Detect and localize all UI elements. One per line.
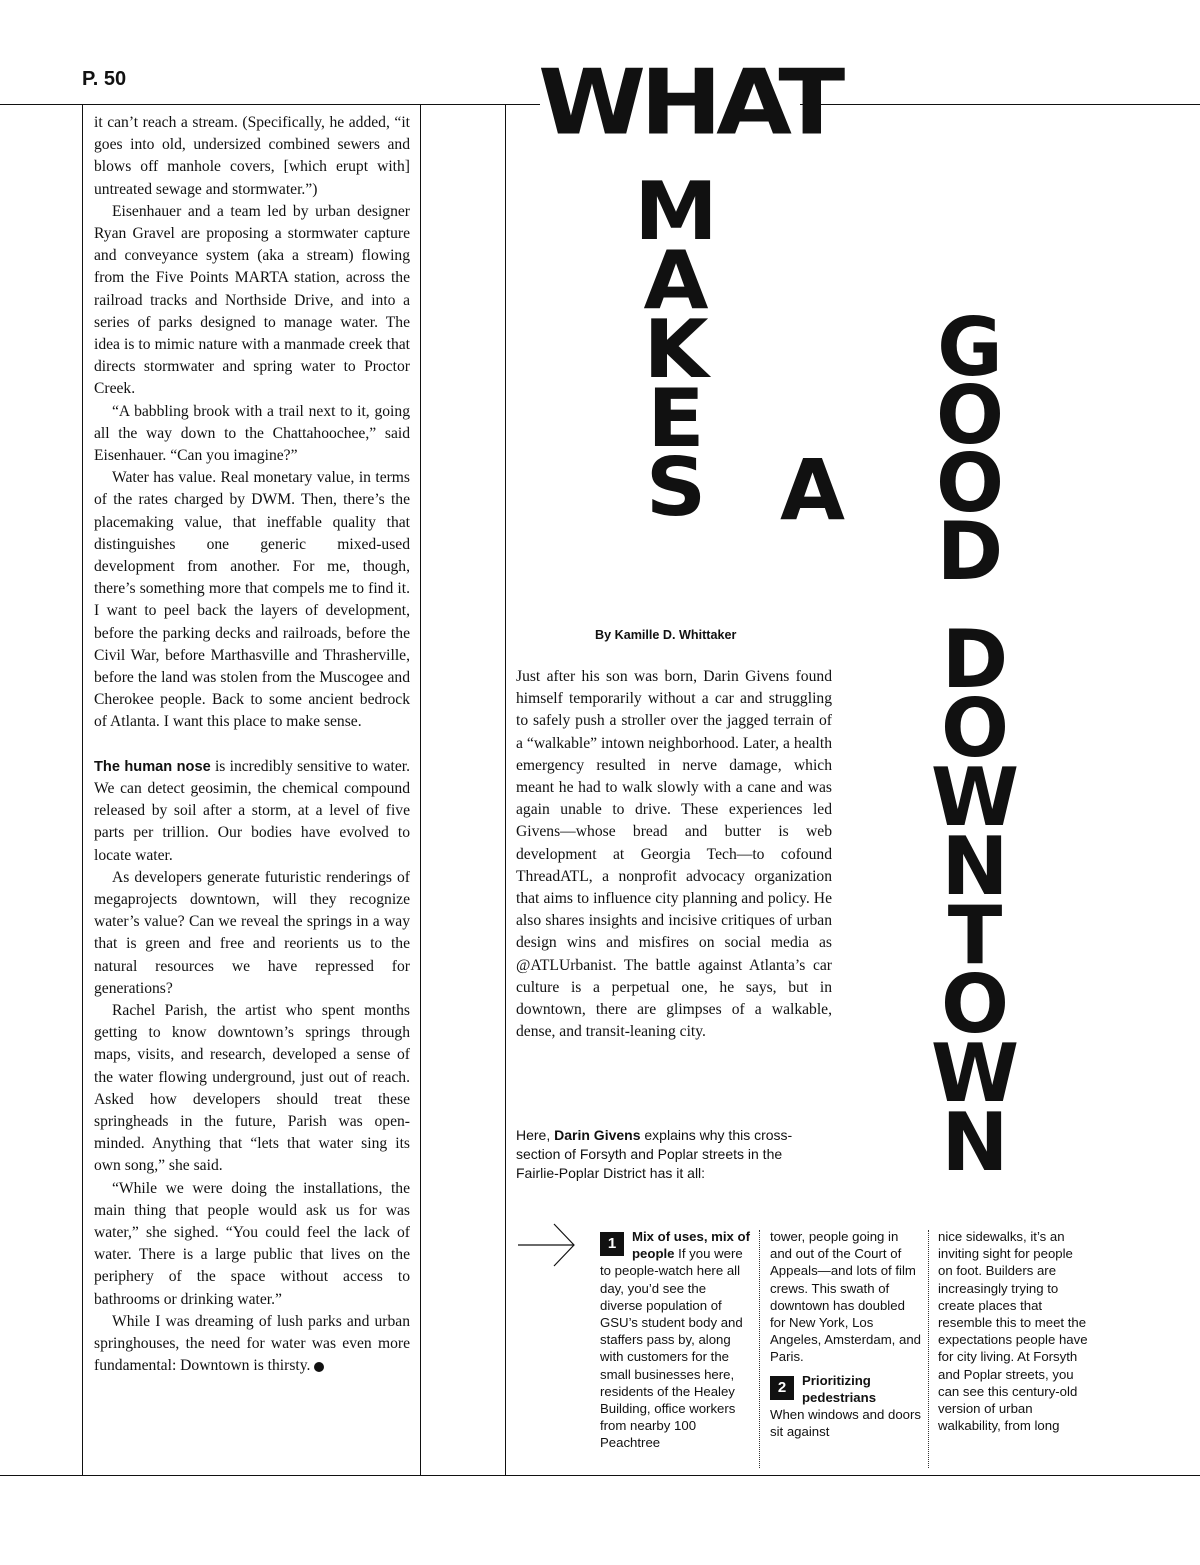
headline-letter: T	[947, 889, 1003, 982]
top-rule-right	[800, 104, 1200, 105]
headline-letter: W	[930, 751, 1020, 844]
number-badge: 1	[600, 1232, 624, 1256]
page-number: P. 50	[82, 68, 127, 90]
headline-letter: N	[941, 820, 1009, 913]
dotted-divider	[759, 1230, 760, 1468]
paragraph: As developers generate futuristic renderings of megaprojects downtown, will they recognize water’s value? Can we reveal the springs in a way that is green and free and reorients us to the natural resources we have repressed for generations?	[94, 868, 410, 997]
sidebar-item-text: tower, people going in and out of the Court of Appeals—and lots of film crews. This swath of downtown has doubled for New York, Los Angeles, Amsterdam, and Paris.	[770, 1229, 922, 1365]
headline-letter: D	[936, 505, 1004, 598]
column-rule-3	[505, 104, 506, 1476]
headline-a: A	[780, 441, 846, 539]
intro-text: explains why this cross-section of Forsyth and Poplar streets in the Fairlie-Poplar District has it all:	[516, 1127, 793, 1181]
headline-letter: G	[937, 301, 1003, 394]
paragraph: “While we were doing the installations, the main thing that people would ask us for was water,” she sighed. “You could feel the lack of water. There is a large public that lives on the periphery of the space without access to bathrooms or drinking water.”	[94, 1179, 410, 1308]
headline-good	[930, 301, 1010, 598]
column-rule-2	[420, 104, 421, 1476]
headline-downtown	[930, 613, 1020, 1189]
headline-letter: A	[643, 234, 709, 328]
sidebar-intro	[516, 1126, 826, 1183]
paragraph: “A babbling brook with a trail next to it, going all the way down to the Chattahoochee,” said Eisenhauer. “Can you imagine?”	[94, 402, 410, 465]
headline-letter: O	[940, 682, 1009, 775]
sidebar-item-title: Mix of uses, mix of people	[632, 1229, 750, 1262]
headline-letter: S	[645, 441, 707, 535]
section-paragraph	[94, 756, 410, 867]
byline: By Kamille D. Whittaker	[595, 628, 737, 642]
paragraph: Eisenhauer and a team led by urban designer Ryan Gravel are proposing a stormwater capture and conveyance system (aka a stream) flowing from the Five Points MARTA station, across the railroad tracks and Northside Drive, and into a series of parks designed to manage water. The idea is to mimic nature with a manmade creek that directs stormwater and spring water to Proctor Creek.	[94, 202, 410, 398]
arrow-right-icon	[518, 1222, 578, 1268]
number-badge: 2	[770, 1376, 794, 1400]
sidebar-item-title: Prioritizing pedestrians	[802, 1372, 877, 1405]
section-text: is incredibly sensitive to water. We can detect geosimin, the chemical compound released by soil after a storm, at a level of five parts per trillion. Our bodies have evolved to locate water.	[94, 757, 410, 864]
headline-letter: O	[935, 369, 1004, 462]
headline-letter: W	[930, 1027, 1020, 1120]
paragraph	[94, 1311, 410, 1378]
headline-letter: E	[647, 372, 705, 466]
column-rule-1	[82, 104, 83, 1476]
headline-letter: K	[643, 303, 709, 397]
sidebar-column-1	[600, 1228, 750, 1452]
intro-text: Here,	[516, 1127, 555, 1143]
sidebar-column-2	[770, 1228, 922, 1440]
article-left-column	[94, 112, 410, 1377]
intro-name: Darin Givens	[554, 1127, 641, 1143]
bottom-rule	[0, 1475, 1200, 1476]
top-rule-left	[0, 104, 540, 105]
headline-makes	[628, 165, 724, 535]
article-intro-body: Just after his son was born, Darin Givens found himself temporarily without a car and struggling to safely push a stroller over the jagged terrain of a “walkable” intown neighborhood. Later, a health emergency resulted in nerve damage, which meant he had to walk slowly with a cane and was again unable to drive. These experiences led Givens—whose bread and butter is web development at Georgia Tech—to cofound ThreadATL, a nonprofit advocacy organization that aims to influence city planning and policy. He also shares insights and incisive critiques of urban design wins and misfires on social media as @ATLUrbanist. The battle against Atlanta’s car culture is a perpetual one, he says, but in downtown, there are glimpses of a walkable, dense, and transit-leaning city.	[516, 668, 832, 1041]
headline-letter: M	[634, 165, 718, 259]
paragraph: it can’t reach a stream. (Specifically, he added, “it goes into old, undersized combined sewers and blows off manhole covers, [which erupt with] untreated sewage and stormwater.”)	[94, 114, 410, 198]
headline-what: WHAT	[538, 50, 840, 156]
sidebar-column-3	[938, 1228, 1090, 1434]
sidebar-item-text: If you were to people-watch here all day, you’d see the diverse population of GSU’s student body and staffers pass by, along with customers for the small businesses here, residents of the Healey Building, office workers from nearby 100 Peachtree	[600, 1246, 743, 1451]
paragraph: Water has value. Real monetary value, in terms of the rates charged by DWM. Then, there’s the placemaking value, that ineffable quality that distinguishes one generic mixed-used development from another. For me, though, there’s something more that compels me to find it. I want to peel back the layers of development, before the parking decks and railroads, before the Civil War, before Marthasville and Thrasherville, before the land was stolen from the Muscogee and Cherokee people. Back to some ancient bedrock of Atlanta. I want this place to make sense.	[94, 469, 410, 731]
sidebar-item-text: nice sidewalks, it’s an inviting sight for people on foot. Builders are increasingly trying to create places that resemble this to meet the expectations people have for city living. At Forsyth and Poplar streets, you can see this century-old version of urban walkability, from long	[938, 1229, 1088, 1434]
headline-letter: O	[935, 437, 1004, 530]
sidebar-item-2	[770, 1372, 922, 1441]
headline-letter: O	[940, 958, 1009, 1051]
headline-letter: N	[941, 1096, 1009, 1189]
final-text: While I was dreaming of lush parks and urban springhouses, the need for water was even more fundamental: Downtown is thirsty.	[94, 1312, 410, 1375]
dotted-divider	[928, 1230, 929, 1468]
headline-letter: D	[941, 613, 1009, 706]
section-lead: The human nose	[94, 758, 211, 775]
paragraph: Rachel Parish, the artist who spent months getting to know downtown’s springs through maps, visits, and research, developed a sense of the water flowing underground, just out of reach. Asked how developers should treat these springheads in the future, Parish was open-minded. Anything that “lets that water sing its own song,” she said.	[94, 1001, 410, 1175]
sidebar-item-text: When windows and doors sit against	[770, 1407, 922, 1440]
end-mark-icon	[314, 1362, 324, 1372]
